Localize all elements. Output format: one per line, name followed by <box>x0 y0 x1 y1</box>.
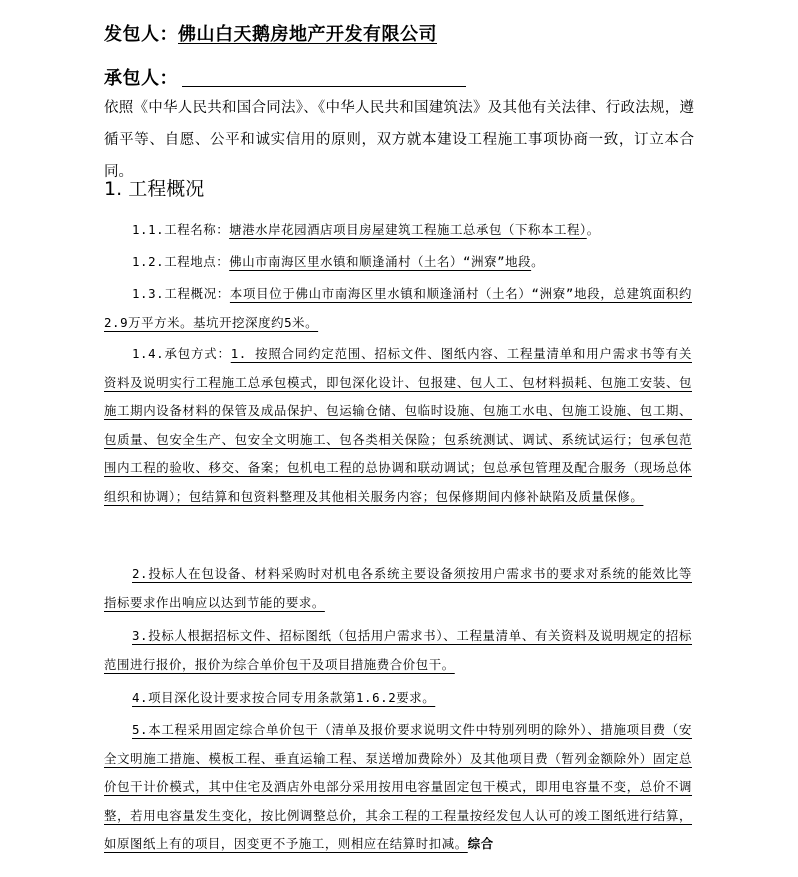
item-1-2 <box>104 248 692 277</box>
item-4-text: 4.项目深化设计要求按合同专用条款第1.6.2要求。 <box>132 690 436 705</box>
item-3-text: 3.投标人根据招标文件、招标图纸（包括用户需求书）、工程量清单、有关资料及说明规定的招标范围进行报价，报价为综合单价包干及项目措施费合价包干。 <box>104 628 692 672</box>
item-4 <box>104 684 692 713</box>
item-1-1-label: 1.1.工程名称： <box>132 222 230 237</box>
party-a-label: 发包人： <box>104 24 178 45</box>
item-3 <box>104 622 692 679</box>
party-b-blank <box>182 85 466 87</box>
item-1-1 <box>104 216 692 245</box>
item-5-tail: 综合 <box>467 836 494 851</box>
party-b-line <box>104 64 466 90</box>
item-1-4 <box>104 340 692 511</box>
item-1-2-label: 1.2.工程地点： <box>132 254 230 269</box>
intro-paragraph: 依照《中华人民共和国合同法》、《中华人民共和国建筑法》及其他有关法律、行政法规，遵循平等、自愿、公平和诚实信用的原则，双方就本建设工程施工事项协商一致，订立本合同。 <box>104 100 694 180</box>
item-5 <box>104 716 692 859</box>
item-5-text: 5.本工程采用固定综合单价包干（清单及报价要求说明文件中特别列明的除外）、措施项目费（安全文明施工措施、模板工程、垂直运输工程、泵送增加费除外）及其他项目费（暂列金额除外）固定总价包干计价模式，其中住宅及酒店外电部分采用按用电容量固定包干模式，即用电容量不变，总价不调整，若用电容量发生变化，按比例调整总价，其余工程的工程量按经发包人认可的竣工图纸进行结算，如原图纸上有的项目，因变更不予施工，则相应在结算时扣减。 <box>104 722 692 851</box>
item-1-3 <box>104 280 692 337</box>
item-1-1-end: 。 <box>586 222 600 237</box>
item-1-2-end: 。 <box>531 254 545 269</box>
item-1-3-value: 本项目位于佛山市南海区里水镇和顺逢涌村（土名）“洲寮”地段，总建筑面积约2.9万平方米。基坑开挖深度约5米。 <box>104 286 692 330</box>
party-a-line <box>104 20 437 46</box>
party-a-value: 佛山白天鹅房地产开发有限公司 <box>178 24 437 45</box>
item-1-4-value: 1. 按照合同约定范围、招标文件、图纸内容、工程量清单和用户需求书等有关资料及说明实行工程施工总承包模式，即包深化设计、包报建、包人工、包材料损耗、包施工安装、包施工期内设备材料的保管及成品保护、包运输仓储、包临时设施、包施工水电、包施工设施、包工期、包质量、包安全生产、包安全文明施工、包各类相关保险；包系统测试、调试、系统试运行；包承包范围内工程的验收、移交、备案；包机电工程的总协调和联动调试；包总承包管理及配合服务（现场总体组织和协调）；包结算和包资料整理及其他相关服务内容；包保修期间内修补缺陷及质量保修。 <box>104 346 692 504</box>
item-2-text: 2.投标人在包设备、材料采购时对机电各系统主要设备须按用户需求书的要求对系统的能效比等指标要求作出响应以达到节能的要求。 <box>104 566 692 610</box>
party-b-label: 承包人： <box>104 68 178 89</box>
item-1-4-label: 1.4.承包方式： <box>132 346 231 361</box>
item-1-2-value: 佛山市南海区里水镇和顺逢涌村（土名）“洲寮”地段 <box>229 254 532 269</box>
section-title: 工程概况 <box>128 178 205 200</box>
section-heading <box>104 174 204 201</box>
item-2 <box>104 560 692 617</box>
item-1-3-label: 1.3.工程概况： <box>132 286 230 301</box>
item-1-1-value: 塘港水岸花园酒店项目房屋建筑工程施工总承包（下称本工程） <box>229 222 587 237</box>
section-number: 1. <box>104 178 123 200</box>
